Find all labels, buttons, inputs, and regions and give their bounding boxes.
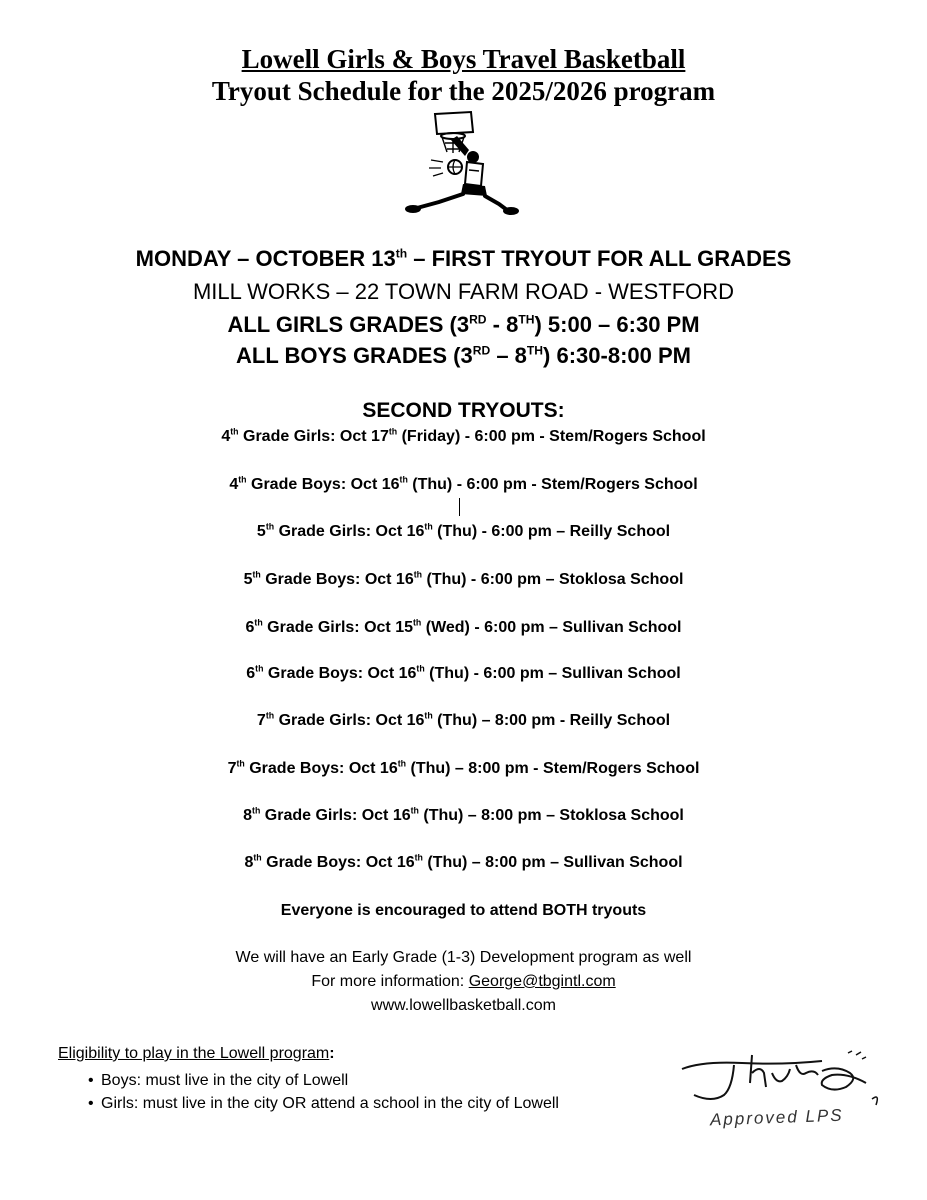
first-tryout-girls: ALL GIRLS GRADES (3RD - 8TH) 5:00 – 6:30 PM xyxy=(227,312,700,337)
second-tryouts-heading: SECOND TRYOUTS: xyxy=(362,399,565,422)
tryout-row: 4th Grade Girls: Oct 17th (Friday) - 6:00 pm - Stem/Rogers School xyxy=(221,426,706,445)
tryout-row: 5th Grade Boys: Oct 16th (Thu) - 6:00 pm – Stoklosa School xyxy=(243,569,684,588)
eligibility-heading: Eligibility to play in the Lowell program: xyxy=(58,1045,335,1062)
handwritten-signature-icon xyxy=(672,1043,892,1143)
tryout-row: 8th Grade Girls: Oct 16th (Thu) – 8:00 pm – Stoklosa School xyxy=(243,805,684,824)
website-link[interactable]: www.lowellbasketball.com xyxy=(371,997,556,1014)
tryout-row: 5th Grade Girls: Oct 16th (Thu) - 6:00 pm – Reilly School xyxy=(256,521,671,540)
page-subtitle: Tryout Schedule for the 2025/2026 program xyxy=(211,76,716,106)
first-tryout-boys: ALL BOYS GRADES (3RD – 8TH) 6:30-8:00 PM xyxy=(236,343,691,368)
tryout-row: 4th Grade Boys: Oct 16th (Thu) - 6:00 pm - Stem/Rogers School xyxy=(229,474,698,493)
email-link[interactable]: George@tbgintl.com xyxy=(468,973,616,990)
encourage-note: Everyone is encouraged to attend BOTH tryouts xyxy=(280,902,647,919)
development-note: We will have an Early Grade (1-3) Development program as well xyxy=(235,949,692,966)
list-item: • Boys: must live in the city of Lowell xyxy=(58,1069,559,1092)
bullet-icon: • xyxy=(88,1095,94,1112)
bullet-icon: • xyxy=(88,1072,94,1089)
first-tryout-location: MILL WORKS – 22 TOWN FARM ROAD - WESTFORD xyxy=(192,279,735,304)
first-tryout-heading: MONDAY – OCTOBER 13th – FIRST TRYOUT FOR ALL GRADES xyxy=(135,246,792,271)
tryout-row: 6th Grade Girls: Oct 15th (Wed) - 6:00 pm – Sullivan School xyxy=(245,617,682,636)
page-title: Lowell Girls & Boys Travel Basketball xyxy=(241,44,686,74)
tryout-row: 6th Grade Boys: Oct 16th (Thu) - 6:00 pm – Sullivan School xyxy=(246,663,681,682)
eligibility-list xyxy=(58,1069,559,1115)
basketball-player-dunk-icon xyxy=(395,110,535,218)
approval-note: Approved LPS xyxy=(709,1105,844,1130)
divider xyxy=(459,498,460,516)
tryout-row: 7th Grade Boys: Oct 16th (Thu) – 8:00 pm - Stem/Rogers School xyxy=(227,758,700,777)
more-info-line: For more information: George@tbgintl.com xyxy=(311,973,616,990)
list-item: • Girls: must live in the city OR attend a school in the city of Lowell xyxy=(58,1092,559,1115)
tryout-row: 7th Grade Girls: Oct 16th (Thu) – 8:00 pm - Reilly School xyxy=(256,710,671,729)
tryout-row: 8th Grade Boys: Oct 16th (Thu) – 8:00 pm – Sullivan School xyxy=(244,852,683,871)
